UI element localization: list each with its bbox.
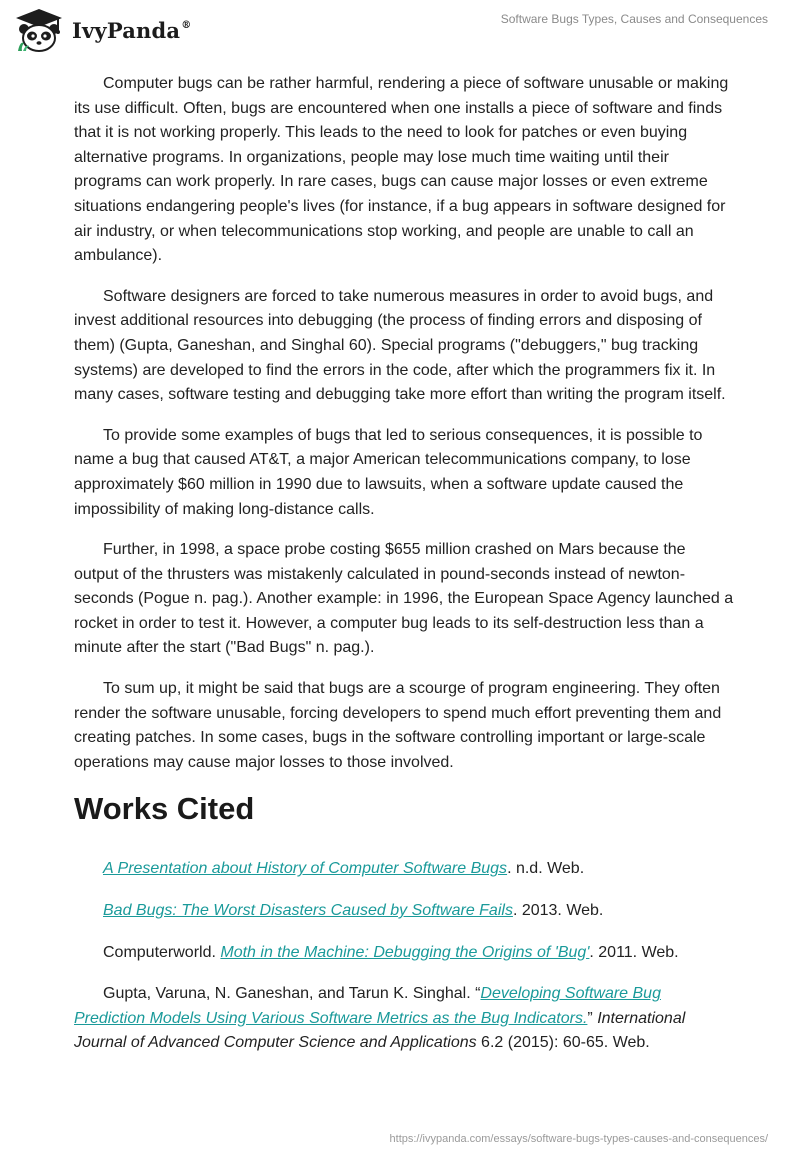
panda-graduate-icon xyxy=(14,7,64,53)
registered-mark: ® xyxy=(181,19,192,31)
body-paragraph: Further, in 1998, a space probe costing $655 million crashed on Mars because the output of the thrusters was mistakenly calculated in pound-seconds instead of newton-seconds (Pogue n. pag.). Another example: in 1996, the European Space Agency launched a rocket in order to test it. However, a computer bug leads to its self-destruction less than a minute after the start ("Bad Bugs" n. pag.). xyxy=(74,541,734,657)
citation-entry xyxy=(74,899,734,924)
citation-entry xyxy=(74,941,734,966)
source-url[interactable]: https://ivypanda.com/essays/software-bugs-types-causes-and-consequences/ xyxy=(389,1133,768,1145)
citation-prefix: Computerworld. xyxy=(103,943,221,961)
body-paragraph: Software designers are forced to take numerous measures in order to avoid bugs, and invest additional resources into debugging (the process of finding errors and disposing of them) (Gupta, Ganeshan, and Singhal 60). Special programs ("debuggers," bug tracking systems) are developed to find the errors in the code, after which the programmers fix it. In many cases, software testing and debugging take more effort than writing the program itself. xyxy=(74,287,726,404)
citation-entry xyxy=(74,982,734,1056)
citation-entry xyxy=(74,857,734,882)
brand-name: IvyPanda® xyxy=(72,17,192,43)
citation-tail: 6.2 (2015): 60-65. Web. xyxy=(476,1034,650,1052)
citation-link[interactable]: Moth in the Machine: Debugging the Origins of 'Bug' xyxy=(220,943,590,961)
citation-journal: International Journal of Advanced Computer Science and Applications xyxy=(74,1009,686,1052)
citation-link[interactable]: Developing Software Bug Prediction Models Using Various Software Metrics as the Bug Indicators. xyxy=(74,985,661,1027)
citation-suffix: . n.d. Web. xyxy=(507,860,585,878)
body-paragraph: Computer bugs can be rather harmful, rendering a piece of software unusable or making its use difficult. Often, bugs are encountered when one installs a piece of software and finds that it is not working properly. This leads to the need to look for patches or even buying alternative programs. In organizations, people may lose much time waiting until their programs can work properly. In rare cases, bugs can cause major losses or even extreme situations endangering people's lives (for instance, if a bug appears in software designed for air industry, or when telecommunications stop working, and people are unable to call an ambulance). xyxy=(74,75,729,265)
citation-link[interactable]: Bad Bugs: The Worst Disasters Caused by Software Fails xyxy=(103,902,513,920)
citation-prefix: Gupta, Varuna, N. Ganeshan, and Tarun K. Singhal. “ xyxy=(103,985,481,1003)
body-paragraph: To sum up, it might be said that bugs are a scourge of program engineering. They often render the software unusable, forcing developers to spend much effort preventing them and creating patches. In some cases, bugs in the software controlling important or large-scale operations may cause major losses to those involved. xyxy=(74,680,722,771)
essay-content xyxy=(74,72,734,1073)
citation-suffix: ” xyxy=(587,1009,598,1027)
body-paragraph: To provide some examples of bugs that led to serious consequences, it is possible to name a bug that caused AT&T, a major American telecommunications company, to lose approximately $60 million in 1990 due to lawsuits, when a software update caused the impossibility of making long-distance calls. xyxy=(74,426,703,518)
works-cited-heading: Works Cited xyxy=(74,791,255,827)
page-header xyxy=(0,0,800,60)
ivypanda-logo[interactable] xyxy=(14,6,191,54)
citation-suffix: . 2011. Web. xyxy=(589,943,679,961)
citation-link[interactable]: A Presentation about History of Computer Software Bugs xyxy=(103,860,508,878)
document-title: Software Bugs Types, Causes and Consequences xyxy=(500,12,768,26)
citation-suffix: . 2013. Web. xyxy=(512,902,604,920)
